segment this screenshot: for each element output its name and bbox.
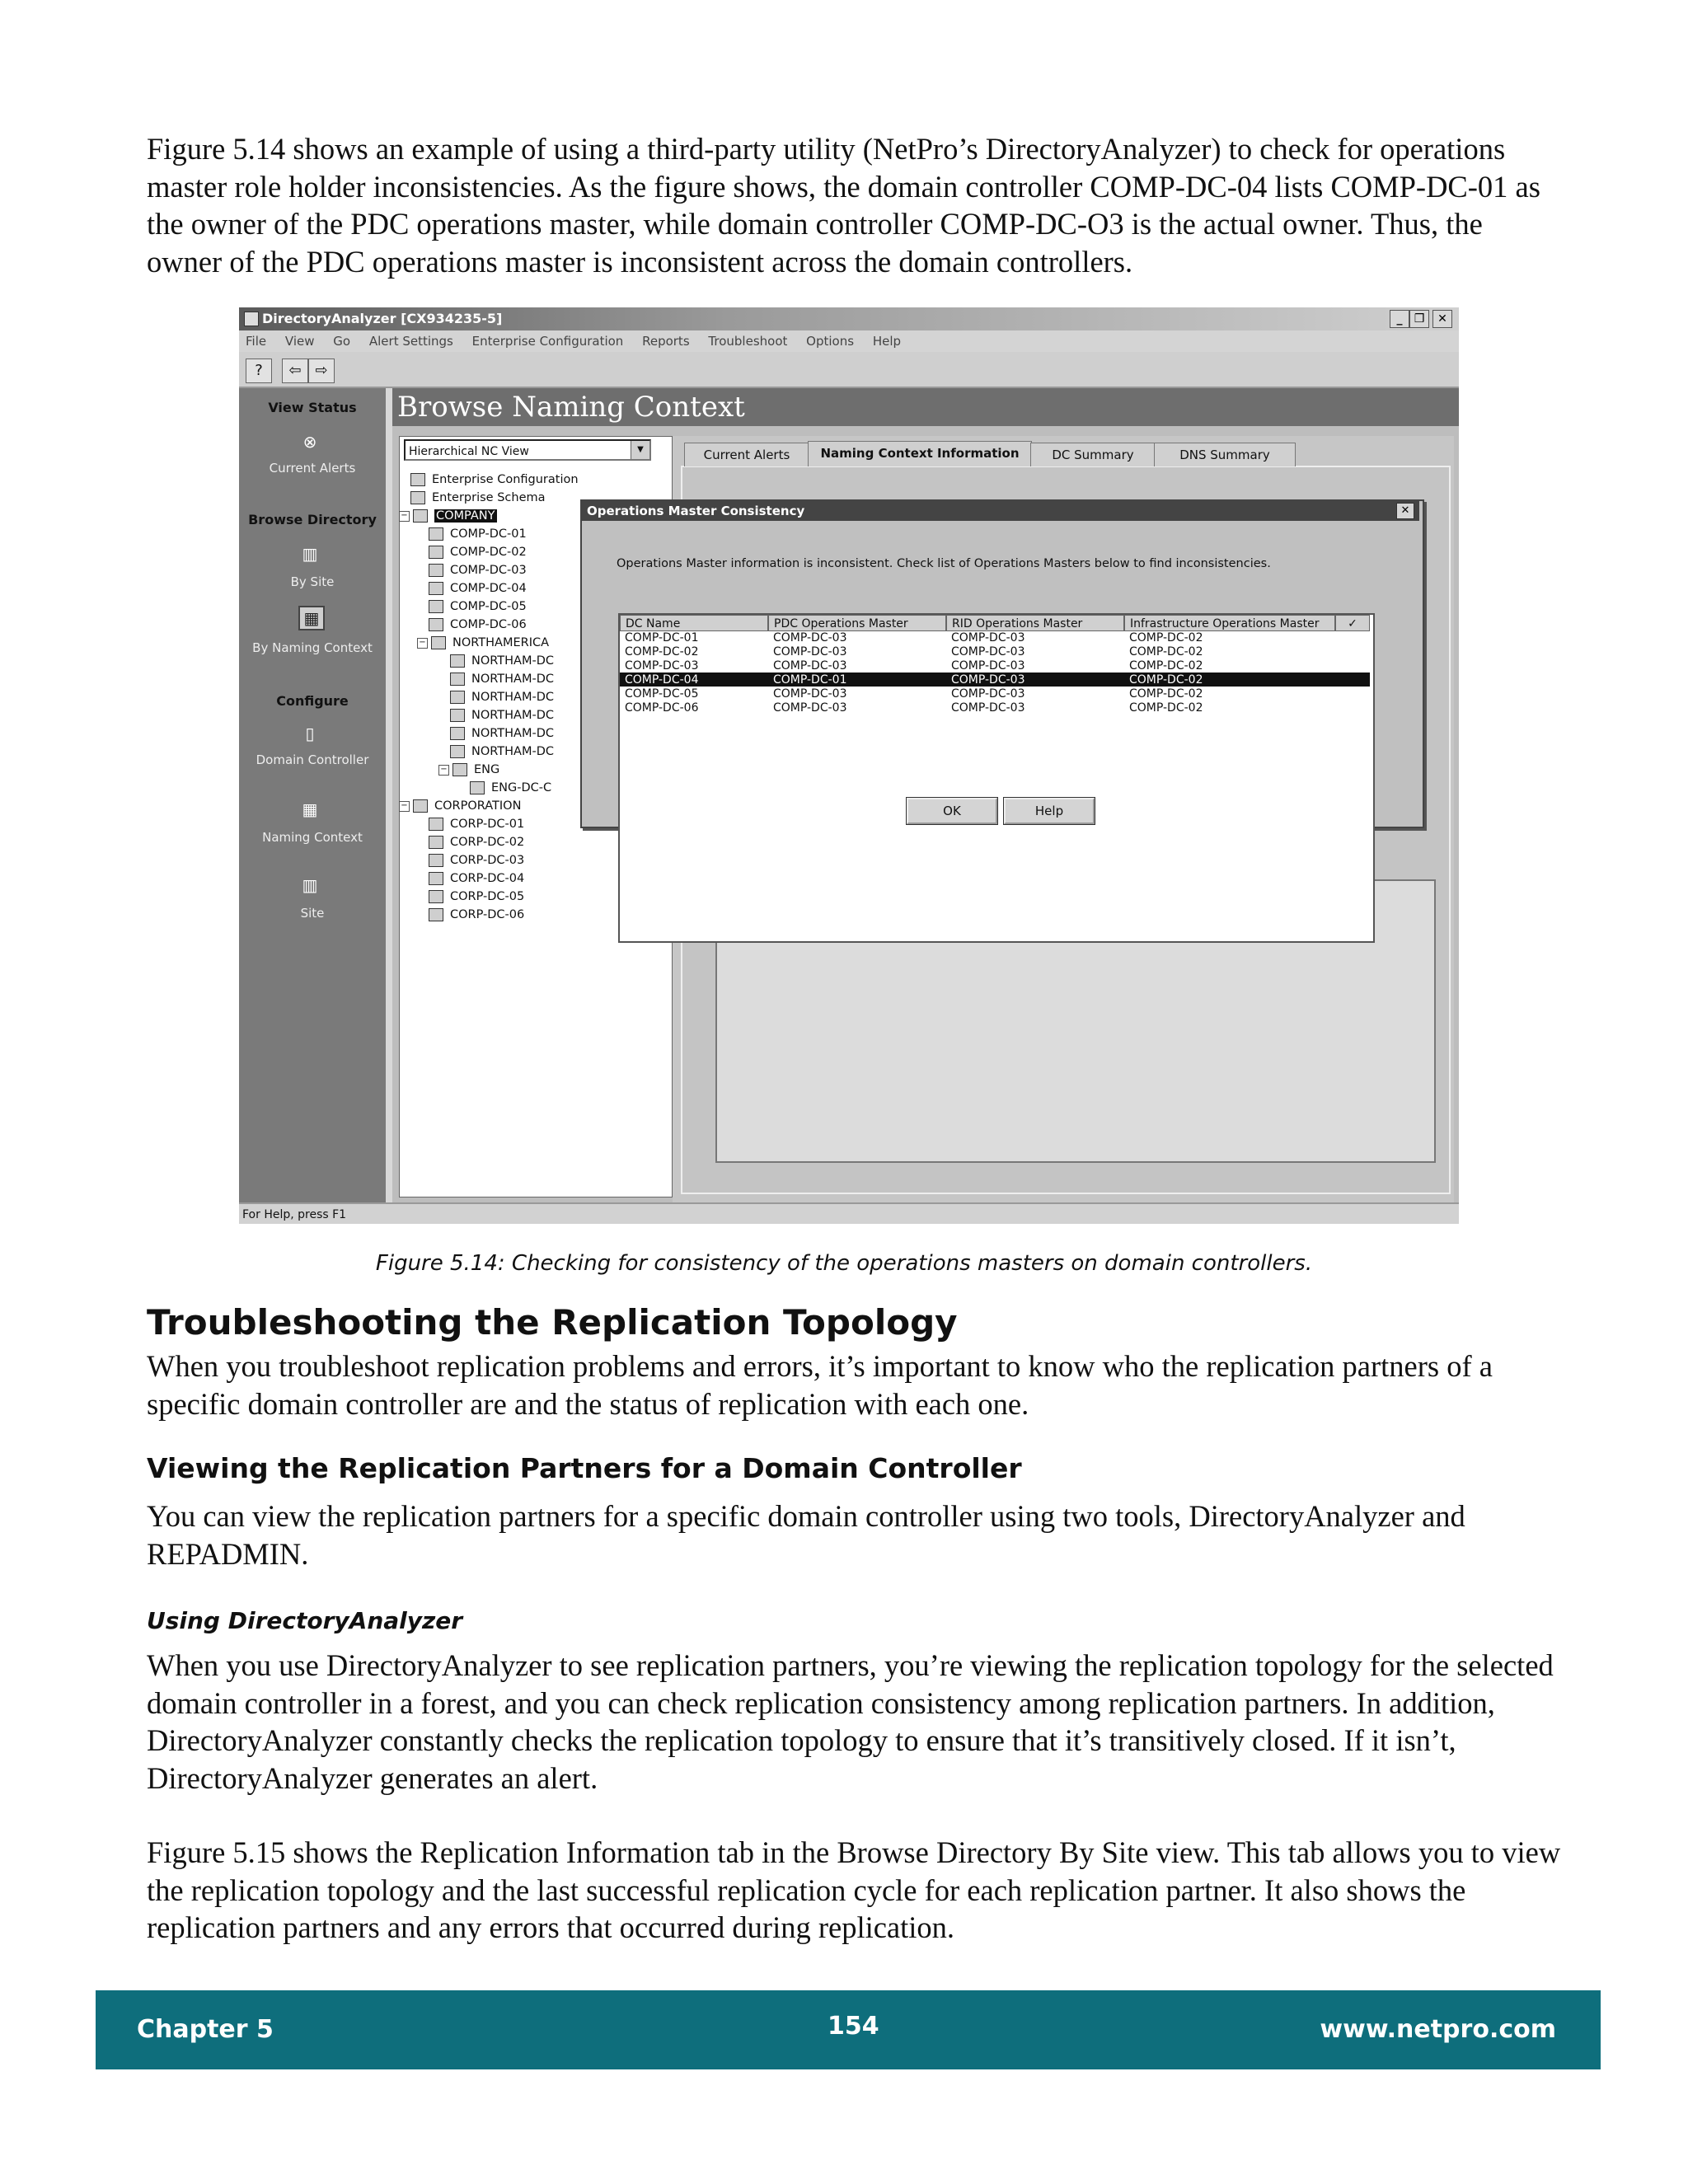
naming-context-icon[interactable]: ▦ (302, 799, 318, 819)
menu-enterprise-configuration[interactable]: Enterprise Configuration (471, 334, 624, 349)
paragraph: When you use DirectoryAnalyzer to see replication partners, you’re viewing the replication topology for the selected domain controller in a forest, and you can check replication consistency among replication partners. In addition, DirectoryAnalyzer constantly checks the replication topology to ensure that it’s transitively closed. If it isn’t, DirectoryAnalyzer generates an alert. (147, 1648, 1554, 1795)
server-icon (470, 781, 485, 794)
dialog-title (582, 501, 1419, 521)
grid-cell: COMP-DC-03 (951, 701, 1025, 715)
browse-directory-heading: Browse Directory (248, 512, 377, 527)
grid-cell: COMP-DC-03 (773, 645, 847, 658)
site-link[interactable]: Site (300, 906, 325, 921)
configure-heading: Configure (276, 693, 349, 709)
back-icon[interactable]: ⇦ (282, 359, 308, 383)
paragraph: Figure 5.15 shows the Replication Information tab in the Browse Directory By Site view. This tab allows you to view the replication topology and the last successful replication cycle for each replication partner. It also shows the replication partners and any errors that occurred during replication. (147, 1835, 1561, 1944)
collapse-icon[interactable]: − (399, 511, 410, 522)
window-title: DirectoryAnalyzer [CX934235-5] (262, 311, 503, 326)
domain-icon (413, 799, 428, 813)
tree-item[interactable]: − NORTHAMERICA (417, 634, 549, 652)
server-icon (450, 709, 465, 722)
grid-cell: COMP-DC-01 (773, 673, 847, 687)
menu-go[interactable]: Go (333, 334, 351, 349)
current-alerts-icon[interactable]: ⊗ (302, 432, 317, 452)
tab-naming-context-information[interactable]: Naming Context Information (808, 441, 1032, 466)
section-heading: Troubleshooting the Replication Topology (147, 1302, 958, 1343)
tree-item[interactable]: − COMPANY (399, 507, 497, 525)
menu-view[interactable]: View (284, 334, 315, 349)
tree-item[interactable]: COMP-DC-06 (429, 616, 527, 634)
tree-item[interactable]: NORTHAM-DC (450, 743, 554, 761)
grid-cell: COMP-DC-02 (1129, 645, 1203, 658)
directoryanalyzer-screenshot (239, 307, 1459, 1224)
server-icon (429, 600, 443, 613)
domain-controller-icon[interactable]: ▯ (305, 724, 315, 743)
dialog-title-text: Operations Master Consistency (587, 504, 805, 518)
grid-cell: COMP-DC-03 (951, 673, 1025, 687)
by-naming-context-link[interactable]: By Naming Context (252, 640, 373, 655)
subsubsection-heading: Using DirectoryAnalyzer (147, 1607, 463, 1634)
domain-controller-link[interactable]: Domain Controller (256, 752, 369, 767)
browse-naming-context-header: Browse Naming Context (392, 388, 1459, 426)
grid-cell: COMP-DC-03 (951, 645, 1025, 658)
collapse-icon[interactable]: − (399, 801, 410, 812)
footer-url[interactable]: www.netpro.com (1320, 2015, 1556, 2044)
chevron-down-icon[interactable]: ▼ (631, 441, 649, 459)
menu-alert-settings[interactable]: Alert Settings (368, 334, 453, 349)
column-header-dc-name[interactable]: DC Name (620, 615, 768, 631)
tree-item[interactable]: CORP-DC-03 (429, 851, 524, 869)
tree-item[interactable]: NORTHAM-DC (450, 688, 554, 706)
tree-item[interactable]: − CORPORATION (399, 797, 521, 815)
tab-current-alerts[interactable]: Current Alerts (684, 443, 809, 466)
grid-cell: COMP-DC-03 (773, 687, 847, 701)
help-button[interactable]: Help (1004, 798, 1095, 824)
toolbar (239, 352, 1459, 388)
server-icon (429, 890, 443, 903)
grid-cell: COMP-DC-03 (951, 687, 1025, 701)
paragraph: When you troubleshoot replication problems and errors, it’s important to know who the replication partners of a specific domain controller are and the status of replication with each one. (147, 1349, 1493, 1421)
grid-cell: COMP-DC-02 (1129, 673, 1203, 687)
tree-item[interactable]: CORP-DC-04 (429, 869, 524, 888)
server-icon (429, 854, 443, 867)
server-icon (429, 582, 443, 595)
tree-item[interactable]: CORP-DC-01 (429, 815, 524, 833)
collapse-icon[interactable]: − (438, 765, 449, 776)
view-status-heading: View Status (268, 400, 357, 415)
server-icon (429, 546, 443, 559)
figure-caption: Figure 5.14: Checking for consistency of the operations masters on domain controllers. (375, 1251, 1313, 1276)
menu-bar (239, 330, 1459, 352)
server-icon (450, 654, 465, 668)
tree-item[interactable]: NORTHAM-DC (450, 670, 554, 688)
grid-cell: COMP-DC-03 (773, 659, 847, 673)
tree-item[interactable]: NORTHAM-DC (450, 706, 554, 724)
intro-paragraph: Figure 5.14 shows an example of using a third-party utility (NetPro’s DirectoryAnalyzer) to check for operations master role holder inconsistencies. As the figure shows, the domain controller COMP-DC-04 lists COMP-DC-01 as the owner of the PDC operations master, while domain controller COMP-DC-O3 is the actual owner. Thus, the owner of the PDC operations master is inconsistent across the domain controllers. (147, 132, 1540, 279)
footer-page-number: 154 (828, 2012, 879, 2041)
grid-cell[interactable]: COMP-DC-06 (625, 701, 699, 715)
grid-cell[interactable]: COMP-DC-03 (625, 659, 699, 673)
tree-item[interactable]: CORP-DC-05 (429, 888, 524, 906)
tree-item[interactable]: Enterprise Schema (410, 489, 546, 507)
domain-icon (452, 763, 467, 776)
tab-dc-summary[interactable]: DC Summary (1030, 443, 1156, 466)
page-footer (96, 1990, 1601, 2069)
tree-item[interactable]: CORP-DC-02 (429, 833, 524, 851)
grid-cell: COMP-DC-02 (1129, 659, 1203, 673)
grid-cell: COMP-DC-02 (1129, 687, 1203, 701)
by-naming-context-icon[interactable]: ▦ (298, 606, 325, 630)
grid-cell[interactable]: COMP-DC-05 (625, 687, 699, 701)
help-icon[interactable]: ? (246, 359, 272, 383)
tree-item[interactable]: COMP-DC-03 (429, 561, 527, 579)
server-icon (429, 527, 443, 541)
menu-options[interactable]: Options (806, 334, 855, 349)
tree-item[interactable]: COMP-DC-01 (429, 525, 527, 543)
grid-cell: COMP-DC-03 (951, 631, 1025, 644)
dialog-box (580, 499, 1424, 828)
operations-master-grid (618, 613, 1375, 943)
grid-cell[interactable]: COMP-DC-01 (625, 631, 699, 644)
tree-item[interactable]: ENG-DC-C (470, 779, 551, 797)
close-icon[interactable]: ✕ (1396, 503, 1414, 519)
dialog-message: Operations Master information is inconsistent. Check list of Operations Masters below to find inconsistencies. (617, 557, 1271, 570)
domain-icon (413, 509, 428, 523)
tree-item[interactable]: NORTHAM-DC (450, 724, 554, 743)
grid-cell: COMP-DC-02 (1129, 701, 1203, 715)
menu-troubleshoot[interactable]: Troubleshoot (708, 334, 788, 349)
app-icon (244, 312, 259, 326)
view-combo-value: Hierarchical NC View (409, 445, 529, 458)
grid-cell[interactable]: COMP-DC-04 (625, 673, 699, 687)
tree-item[interactable]: COMP-DC-02 (429, 543, 527, 561)
server-icon (450, 673, 465, 686)
menu-file[interactable]: File (246, 334, 267, 349)
grid-cell: COMP-DC-03 (951, 659, 1025, 673)
domain-icon (431, 636, 446, 649)
column-header-pdc[interactable]: PDC Operations Master (768, 615, 946, 631)
tree-item[interactable]: Enterprise Configuration (410, 471, 579, 489)
server-icon (429, 818, 443, 831)
globe-icon (410, 473, 425, 486)
by-site-icon[interactable]: ▥ (302, 544, 318, 564)
subsection-heading: Viewing the Replication Partners for a Domain Controller (147, 1452, 1022, 1484)
site-icon[interactable]: ▥ (302, 875, 318, 895)
server-icon (429, 872, 443, 885)
column-header-rid[interactable]: RID Operations Master (946, 615, 1124, 631)
tree-item[interactable]: COMP-DC-05 (429, 598, 527, 616)
status-bar: For Help, press F1 (239, 1202, 1459, 1224)
grid-cell: COMP-DC-03 (773, 631, 847, 644)
close-button[interactable]: ✕ (1432, 310, 1452, 328)
paragraph: You can view the replication partners for a specific domain controller using two tools, DirectoryAnalyzer and REPADMIN. (147, 1499, 1465, 1571)
forward-icon[interactable]: ⇨ (308, 359, 335, 383)
schema-icon (410, 491, 425, 504)
grid-cell: COMP-DC-03 (773, 701, 847, 715)
tree-item[interactable]: NORTHAM-DC (450, 652, 554, 670)
view-combo[interactable] (404, 439, 651, 461)
ok-button[interactable]: OK (907, 798, 997, 824)
grid-cell[interactable]: COMP-DC-02 (625, 645, 699, 658)
tab-dns-summary[interactable]: DNS Summary (1154, 443, 1296, 466)
grid-cell: COMP-DC-02 (1129, 631, 1203, 644)
checkmark-icon[interactable]: ✓ (1335, 615, 1370, 631)
menu-reports[interactable]: Reports (642, 334, 690, 349)
window-titlebar (239, 307, 1459, 330)
menu-help[interactable]: Help (872, 334, 902, 349)
server-icon (429, 618, 443, 631)
column-header-infrastructure[interactable]: Infrastructure Operations Master (1124, 615, 1335, 631)
server-icon (450, 745, 465, 758)
minimize-button[interactable]: _ (1390, 310, 1409, 328)
tree-item[interactable]: − ENG (438, 761, 499, 779)
navigation-bar (239, 388, 386, 1202)
server-icon (429, 836, 443, 849)
tree-item[interactable]: CORP-DC-06 (429, 906, 524, 924)
server-icon (429, 564, 443, 577)
tree-item[interactable]: COMP-DC-04 (429, 579, 527, 598)
operations-master-consistency-dialog (580, 499, 1459, 825)
current-alerts-link[interactable]: Current Alerts (269, 461, 356, 476)
collapse-icon[interactable]: − (417, 638, 428, 649)
server-icon (450, 727, 465, 740)
server-icon (429, 908, 443, 921)
restore-button[interactable]: ❒ (1409, 310, 1429, 328)
by-site-link[interactable]: By Site (290, 574, 335, 589)
naming-context-link[interactable]: Naming Context (262, 830, 363, 845)
server-icon (450, 691, 465, 704)
footer-chapter: Chapter 5 (137, 2015, 274, 2044)
